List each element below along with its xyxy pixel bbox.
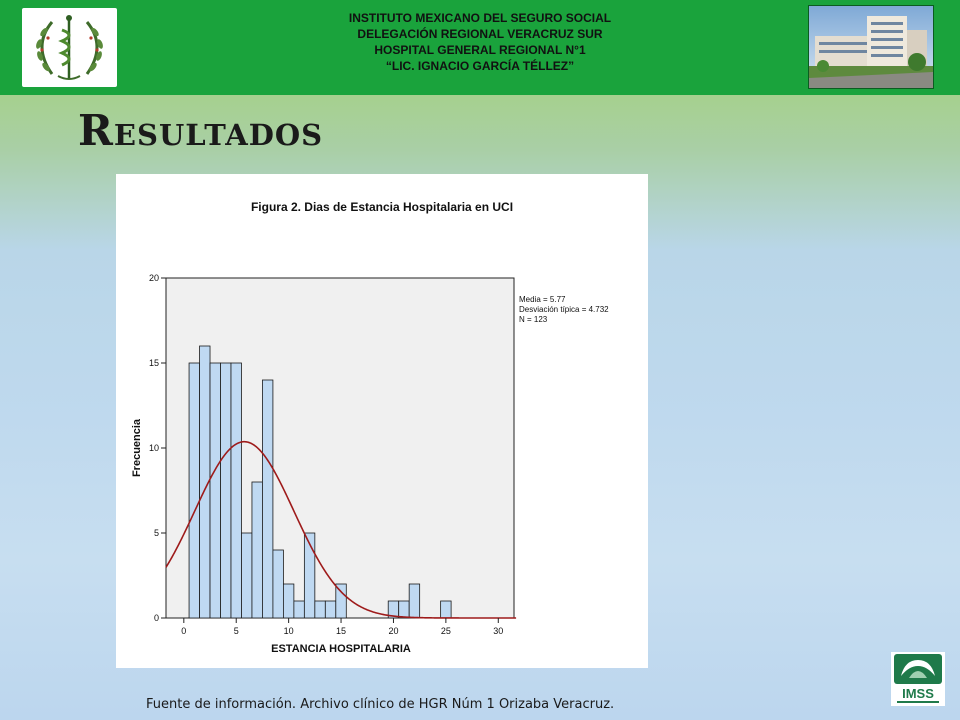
y-tick-label: 5 xyxy=(153,528,159,538)
institution-name: INSTITUTO MEXICANO DEL SEGURO SOCIAL xyxy=(348,11,612,25)
x-tick-label: 30 xyxy=(493,626,504,636)
histogram-bar xyxy=(409,584,419,618)
x-tick-label: 25 xyxy=(440,626,451,636)
stats-sd: Desviación típica = 4.732 xyxy=(519,305,609,314)
histogram-bar xyxy=(262,380,272,618)
x-tick-label: 5 xyxy=(233,626,239,636)
histogram-bar xyxy=(399,601,409,618)
source-note: Fuente de información. Archivo clínico de HGR Núm 1 Orizaba Veracruz. xyxy=(146,697,615,712)
hospital-building-icon xyxy=(809,6,933,88)
x-tick-label: 0 xyxy=(181,626,187,636)
histogram-bar xyxy=(315,601,325,618)
hospital-honoree: “LIC. IGNACIO GARCÍA TÉLLEZ” xyxy=(385,59,575,73)
hospital-building-photo xyxy=(808,5,934,89)
histogram-bar xyxy=(252,482,262,618)
histogram-bar xyxy=(294,601,304,618)
caduceus-laurel-icon xyxy=(22,8,117,87)
imss-emblem-icon xyxy=(891,652,945,706)
imss-logo xyxy=(891,652,945,706)
histogram-bar xyxy=(304,533,314,618)
histogram-bar xyxy=(189,363,199,618)
histogram-bar xyxy=(325,601,335,618)
medical-emblem-logo xyxy=(22,8,117,87)
stats-media: Media = 5.77 xyxy=(519,295,566,304)
y-tick-label: 20 xyxy=(148,273,159,283)
histogram-bar xyxy=(231,363,241,618)
x-tick-label: 20 xyxy=(388,626,399,636)
histogram-bar xyxy=(441,601,451,618)
y-tick-label: 0 xyxy=(153,613,159,623)
stats-n: N = 123 xyxy=(519,315,548,324)
histogram-chart xyxy=(116,174,648,668)
histogram-bar xyxy=(221,363,231,618)
imss-logo-text: IMSS xyxy=(902,686,934,701)
histogram-bar xyxy=(210,363,220,618)
x-tick-label: 15 xyxy=(336,626,347,636)
slide-title: Resultados xyxy=(78,106,324,155)
histogram-svg xyxy=(116,174,648,668)
x-tick-label: 10 xyxy=(283,626,294,636)
histogram-bar xyxy=(336,584,346,618)
header-bar xyxy=(0,0,960,95)
histogram-bar xyxy=(283,584,293,618)
histogram-bar xyxy=(241,533,251,618)
hospital-name: HOSPITAL GENERAL REGIONAL N°1 xyxy=(374,43,586,57)
chart-title: Figura 2. Dias de Estancia Hospitalaria en UCI xyxy=(250,200,514,214)
y-axis-label: Frecuencia xyxy=(131,418,143,478)
institution-header xyxy=(250,10,710,74)
delegation-name: DELEGACIÓN REGIONAL VERACRUZ SUR xyxy=(357,27,603,41)
x-axis-label: ESTANCIA HOSPITALARIA xyxy=(271,643,411,655)
y-tick-label: 10 xyxy=(148,443,159,453)
histogram-bar xyxy=(273,550,283,618)
y-tick-label: 15 xyxy=(148,358,159,368)
